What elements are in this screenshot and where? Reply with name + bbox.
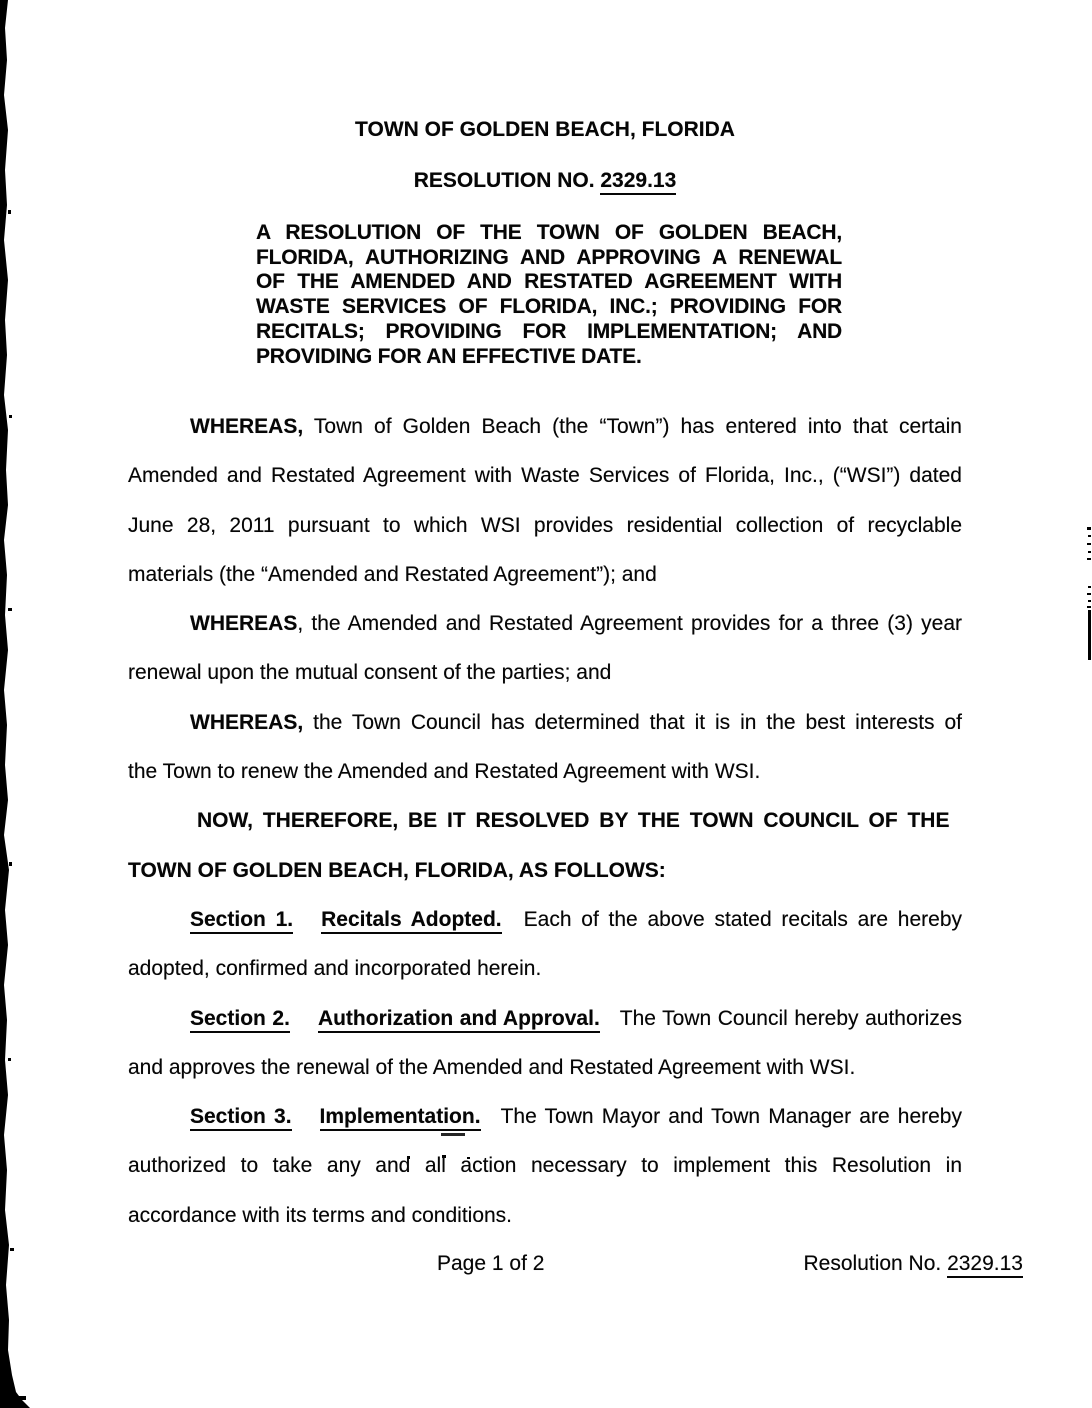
text-line [128, 1191, 962, 1240]
text-segment: renewal upon the mutual consent of the parties; and [128, 661, 612, 685]
text-segment: TOWN OF GOLDEN BEACH, FLORIDA, AS FOLLOWS: [128, 858, 666, 882]
footer-resolution-number: 2329.13 [947, 1252, 1023, 1278]
summary-line: OF THE AMENDED AND RESTATED AGREEMENT WITH [256, 270, 842, 294]
text-segment: Authorization and Approval. [318, 1007, 600, 1033]
text-line [128, 550, 962, 599]
tab-gap [481, 1122, 501, 1123]
text-segment: Section 1. [190, 908, 293, 934]
text-segment: materials (the “Amended and Restated Agreement”); and [128, 562, 657, 586]
body-text [128, 402, 962, 1240]
tab-gap [292, 1122, 320, 1123]
summary-line: PROVIDING FOR AN EFFECTIVE DATE. [256, 344, 642, 368]
text-line [128, 747, 962, 796]
tab-gap [293, 925, 321, 926]
text-segment: Implementation. [320, 1105, 481, 1131]
text-segment: authorized to take any and all action necessary to implement this Resolution in [128, 1154, 962, 1178]
text-segment: Recitals Adopted. [321, 908, 502, 934]
text-line [128, 698, 962, 747]
text-line [128, 648, 962, 697]
text-line [128, 846, 962, 895]
text-segment: June 28, 2011 pursuant to which WSI provides residential collection of recyclable [128, 513, 962, 537]
scan-artifact-left-bar [0, 0, 34, 1408]
resolution-heading-number: 2329.13 [600, 169, 676, 195]
text-line [128, 1141, 962, 1190]
text-segment: Section 3. [190, 1105, 292, 1131]
tab-gap [600, 1024, 620, 1025]
text-line [128, 944, 962, 993]
footer-resolution [804, 1251, 1024, 1276]
document-title: TOWN OF GOLDEN BEACH, FLORIDA [355, 118, 735, 141]
text-segment: Town of Golden Beach (the “Town”) has entered into that certain [303, 415, 962, 438]
text-line [128, 895, 962, 944]
text-segment: WHEREAS [190, 612, 298, 636]
text-line [128, 501, 962, 550]
tab-gap [502, 925, 524, 926]
text-segment: , the Amended and Restated Agreement provides for a three (3) year [297, 612, 962, 636]
summary-line: FLORIDA, AUTHORIZING AND APPROVING A RENEWAL [256, 245, 842, 269]
text-segment: and approves the renewal of the Amended and Restated Agreement with WSI. [128, 1055, 856, 1079]
text-segment: Each of the above stated recitals are hereby [523, 907, 962, 931]
summary-line: RECITALS; PROVIDING FOR IMPLEMENTATION; AND [256, 319, 842, 343]
text-segment: Section 2. [190, 1007, 290, 1033]
text-segment: The Town Council hereby authorizes [619, 1006, 962, 1030]
resolution-heading-label: RESOLUTION NO. [413, 169, 601, 192]
text-segment: WHEREAS, [190, 710, 304, 734]
text-line [128, 451, 962, 500]
text-segment: adopted, confirmed and incorporated herein. [128, 957, 542, 981]
summary-line: WASTE SERVICES OF FLORIDA, INC.; PROVIDING FOR [256, 295, 842, 319]
text-line [128, 1092, 962, 1141]
summary-line: A RESOLUTION OF THE TOWN OF GOLDEN BEACH, [256, 221, 842, 244]
text-segment: Amended and Restated Agreement with Waste Services of Florida, Inc., (“WSI”) dated [128, 464, 962, 488]
text-segment: WHEREAS, [190, 415, 304, 438]
text-segment: the Town Council has determined that it is in the best interests of [303, 710, 962, 734]
text-line [128, 599, 962, 648]
text-segment: accordance with its terms and conditions. [128, 1203, 513, 1227]
resolution-heading [128, 168, 962, 193]
text-line [128, 1043, 962, 1092]
text-segment: NOW, THEREFORE, BE IT RESOLVED BY THE TOWN COUNCIL OF THE [197, 809, 950, 833]
text-line [128, 402, 962, 451]
text-line [128, 796, 962, 845]
footer-resolution-label: Resolution No. [803, 1252, 948, 1275]
text-segment: The Town Mayor and Town Manager are hereby [500, 1105, 962, 1129]
text-line [128, 994, 962, 1043]
tab-gap [290, 1024, 318, 1025]
page-indicator: Page 1 of 2 [437, 1252, 545, 1275]
summary-paragraph [256, 221, 842, 369]
text-segment: the Town to renew the Amended and Restated Agreement with WSI. [128, 760, 761, 784]
